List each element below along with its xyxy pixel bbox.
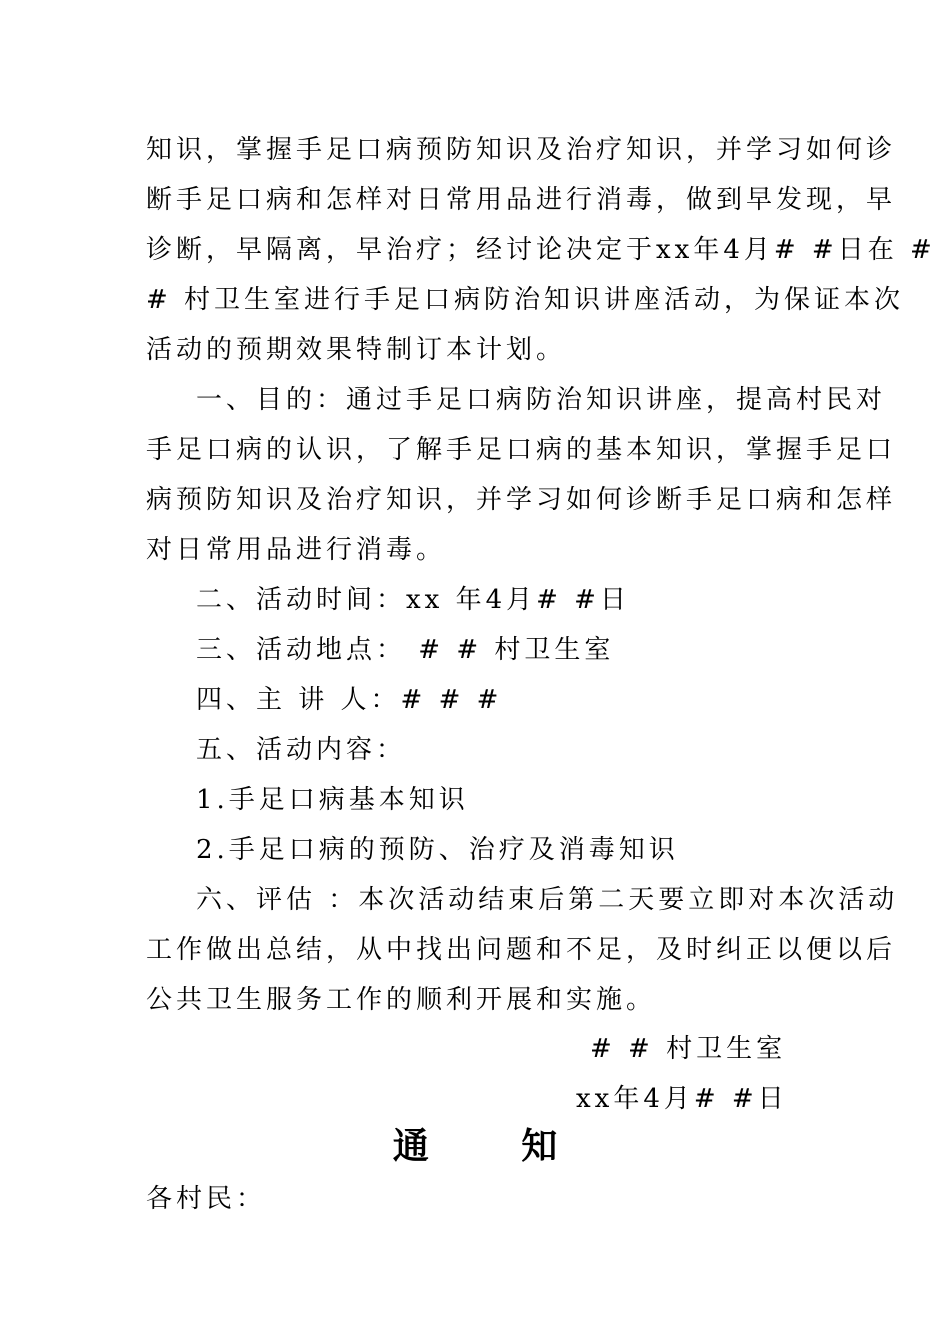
intro-line-5: 活动的预期效果特制订本计划。 bbox=[146, 335, 567, 365]
evaluation-line-2: 工作做出总结，从中找出问题和不足，及时纠正以便以后 bbox=[146, 935, 897, 965]
intro-line-3: 诊断，早隔离，早治疗；经讨论决定于xx年4月# #日在 # bbox=[146, 235, 936, 265]
purpose-line-1: 一、目的：通过手足口病防治知识讲座，提高村民对 bbox=[196, 385, 887, 415]
purpose-line-3: 病预防知识及治疗知识，并学习如何诊断手足口病和怎样 bbox=[146, 485, 897, 515]
content-item-1: 1.手足口病基本知识 bbox=[196, 785, 469, 815]
activity-time: 二、活动时间：xx 年4月# #日 bbox=[196, 585, 630, 615]
signature-date: xx年4月# #日 bbox=[576, 1084, 788, 1114]
intro-line-2: 断手足口病和怎样对日常用品进行消毒，做到早发现，早 bbox=[146, 185, 897, 215]
purpose-line-2: 手足口病的认识，了解手足口病的基本知识，掌握手足口 bbox=[146, 435, 897, 465]
activity-place: 三、活动地点： # # 村卫生室 bbox=[196, 635, 615, 665]
content-item-2: 2.手足口病的预防、治疗及消毒知识 bbox=[196, 835, 679, 865]
content-heading: 五、活动内容： bbox=[196, 735, 407, 765]
speaker: 四、主 讲 人：# # # bbox=[196, 685, 503, 715]
evaluation-line-3: 公共卫生服务工作的顺利开展和实施。 bbox=[146, 985, 657, 1015]
notice-salutation: 各村民： bbox=[146, 1184, 267, 1214]
intro-line-4: # 村卫生室进行手足口病防治知识讲座活动，为保证本次 bbox=[146, 285, 905, 315]
purpose-line-4: 对日常用品进行消毒。 bbox=[146, 535, 447, 565]
intro-line-1: 知识，掌握手足口病预防知识及治疗知识，并学习如何诊 bbox=[146, 135, 897, 165]
notice-title: 通 知 bbox=[392, 1125, 598, 1167]
signature-org: # # 村卫生室 bbox=[590, 1034, 787, 1064]
evaluation-line-1: 六、评估 ：本次活动结束后第二天要立即对本次活动 bbox=[196, 885, 899, 915]
